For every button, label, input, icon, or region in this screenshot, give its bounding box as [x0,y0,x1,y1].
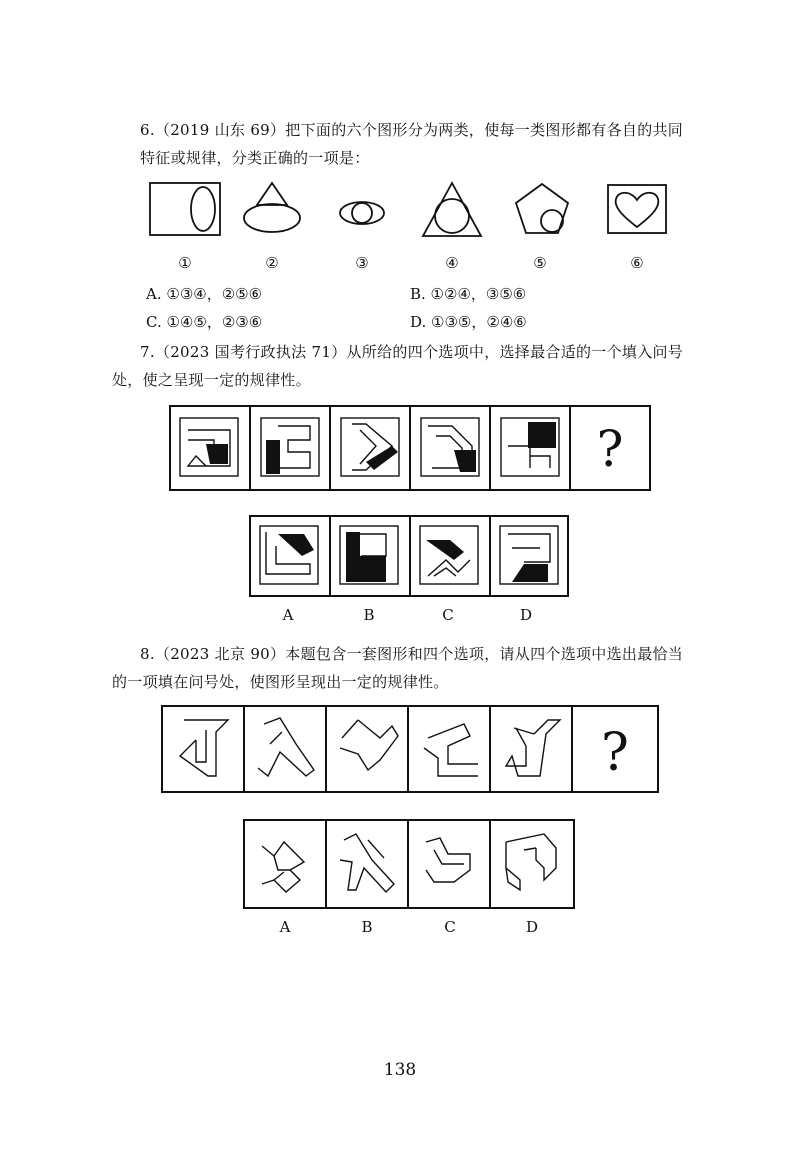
q8-seq-cell-5 [490,706,572,792]
page-number: 138 [383,1060,417,1080]
q8-option-box-d [490,820,574,908]
q6-label-2: ② [265,254,279,272]
q6-label-1: ① [178,254,192,272]
q6-fig6-square [608,185,666,233]
q8-option-label-c[interactable]: C [444,918,456,936]
q6-label-4: ④ [445,254,459,272]
q8-option-label-d[interactable]: D [525,918,539,936]
q7-option-label-b[interactable]: B [363,606,375,624]
q6-fig2-ellipse [244,204,300,232]
q6-label-5: ⑤ [533,254,547,272]
q8-seq-cell-4 [408,706,490,792]
q8-question-mark: ? [601,723,629,783]
q7-question-mark: ? [596,420,624,478]
q7-line1: 7.（2023 国考行政执法 71）从所给的四个选项中，选择最合适的一个填入问号 [140,343,684,361]
q6-fig6-heart [616,193,659,227]
q6-fig3-circle [352,203,372,223]
q7-sequence [170,406,650,490]
q8-option-box-b [326,820,408,908]
q8-options [244,820,574,908]
q8-seq-cell-2 [244,706,326,792]
q6-line1: 6.（2019 山东 69）把下面的六个图形分为两类，使每一类图形都有各自的共同 [140,121,684,139]
q6-option-b[interactable]: B. ①②④，③⑤⑥ [410,285,527,303]
q8-option-label-b[interactable]: B [361,918,373,936]
q8-line2: 的一项填在问号处，使图形呈现出一定的规律性。 [112,673,449,691]
q7-line2: 处，使之呈现一定的规律性。 [112,371,311,389]
q8-seq-cell-3 [326,706,408,792]
q6-fig4-circle [435,199,469,233]
q6-option-d[interactable]: D. ①③⑤，②④⑥ [410,313,527,331]
q6-fig3-ellipse-outer [340,202,384,224]
q6-option-a[interactable]: A. ①③④，②⑤⑥ [146,285,263,303]
q6-fig5-circle [541,210,563,232]
q6-label-6: ⑥ [630,254,644,272]
q6-option-c[interactable]: C. ①④⑤，②③⑥ [146,313,263,331]
q7-option-label-a[interactable]: A [282,606,294,624]
q6-label-3: ③ [355,254,369,272]
q6-fig2-triangle [257,183,287,205]
q7-options [250,516,568,596]
q6-fig4-triangle [423,183,481,236]
q6-fig1-ellipse [191,187,215,231]
q8-line1: 8.（2023 北京 90）本题包含一套图形和四个选项，请从四个选项中选出最恰当 [140,645,684,663]
q8-sequence [162,706,658,792]
q7-option-label-d[interactable]: D [519,606,533,624]
q7-option-label-c[interactable]: C [442,606,454,624]
q8-option-label-a[interactable]: A [279,918,291,936]
q6-figures [140,178,680,248]
q8-option-box-a [244,820,326,908]
q6-line2: 特征或规律，分类正确的一项是： [140,149,370,167]
q8-seq-cell-1 [162,706,244,792]
